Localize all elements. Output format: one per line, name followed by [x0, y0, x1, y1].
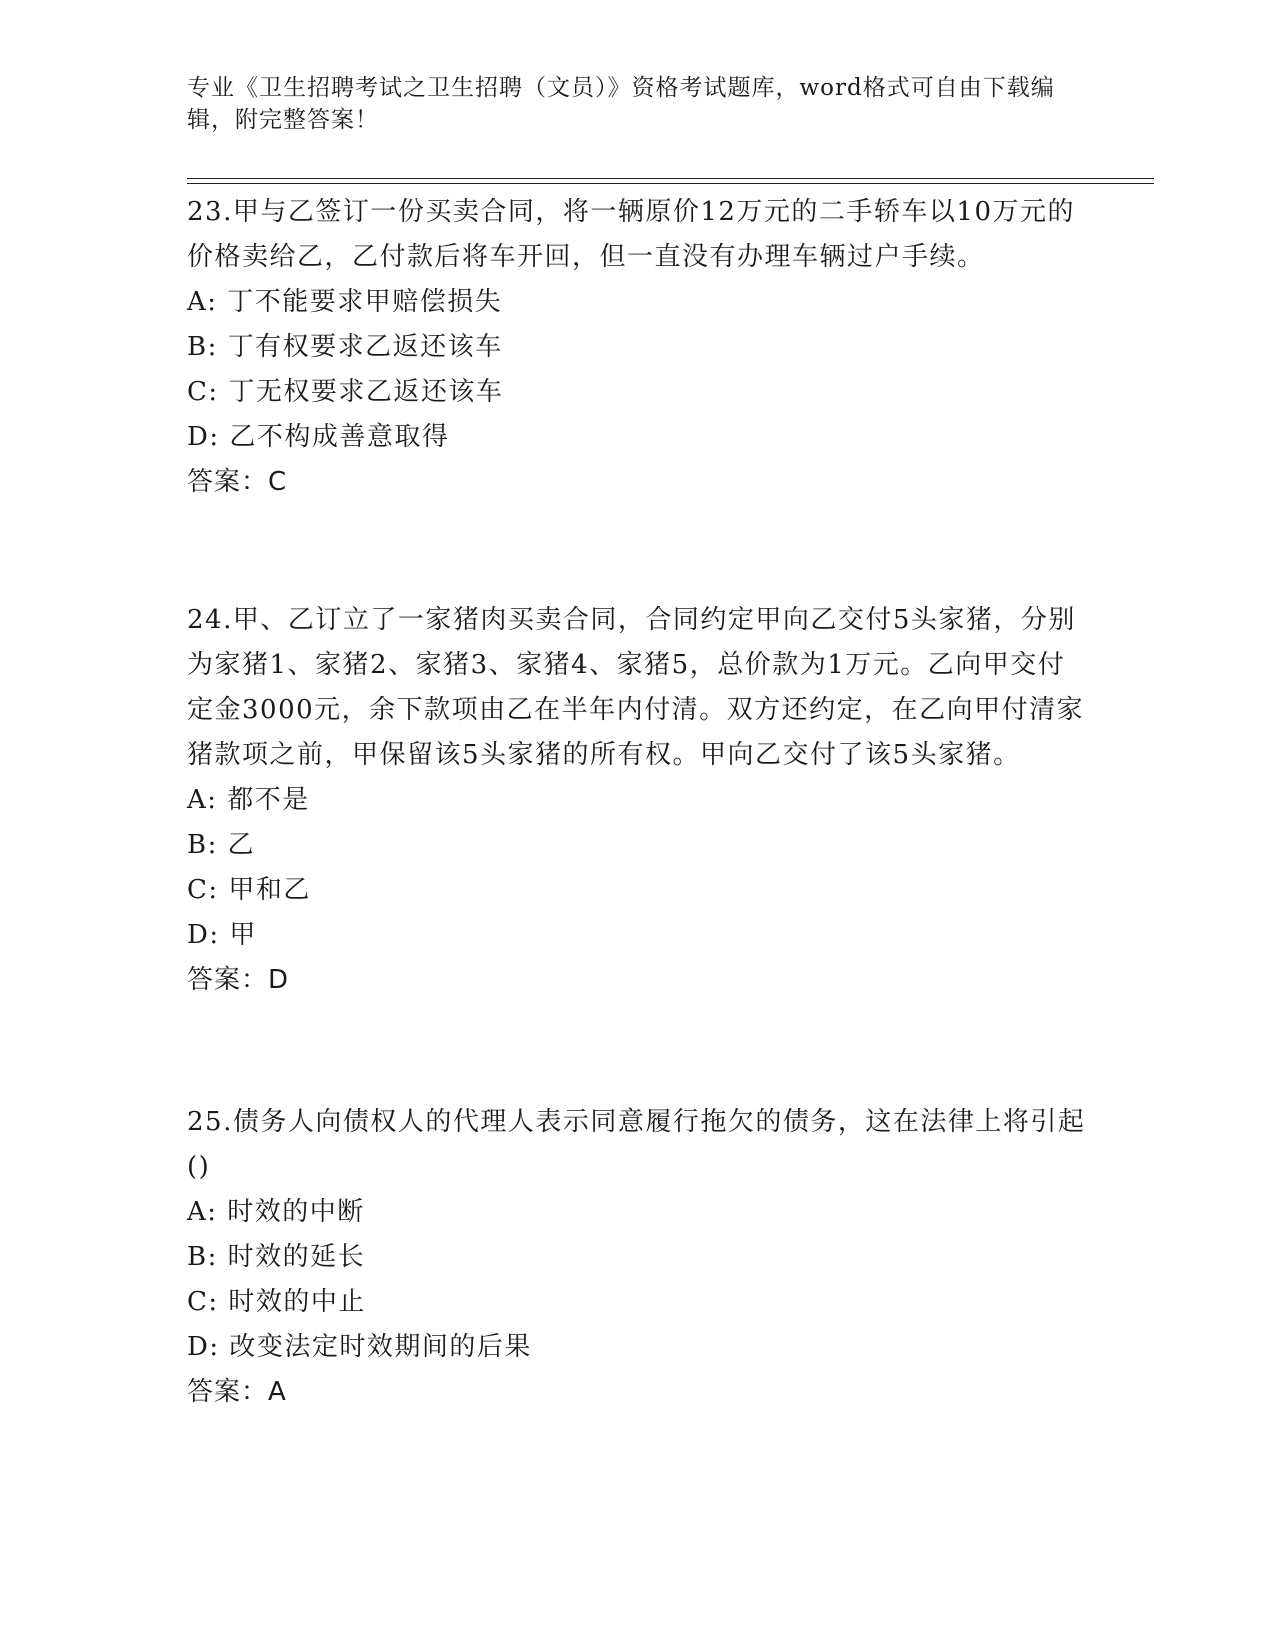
option-c: C: 甲和乙: [187, 875, 311, 905]
option-d: D: 乙不构成善意取得: [187, 422, 450, 452]
question-25: [187, 1100, 1087, 1415]
option-b: B: 乙: [187, 830, 256, 860]
answer: 答案：D: [187, 965, 290, 995]
answer: 答案：C: [187, 467, 288, 497]
option-a: A: 丁不能要求甲赔偿损失: [187, 287, 503, 317]
question-24: [187, 598, 1087, 1003]
question-stem: 23.甲与乙签订一份买卖合同，将一辆原价12万元的二手轿车以10万元的价格卖给乙，乙付款后将车开回，但一直没有办理车辆过户手续。: [187, 197, 1076, 272]
option-c: C: 时效的中止: [187, 1287, 366, 1317]
question-23: [187, 190, 1087, 505]
option-c: C: 丁无权要求乙返还该车: [187, 377, 504, 407]
option-b: B: 丁有权要求乙返还该车: [187, 332, 503, 362]
option-d: D: 改变法定时效期间的后果: [187, 1332, 532, 1362]
header-divider-bottom: [187, 183, 1154, 184]
header-divider-top: [187, 178, 1154, 179]
document-header: 专业《卫生招聘考试之卫生招聘（文员）》资格考试题库，word格式可自由下载编辑，附完整答案！: [187, 75, 1055, 133]
question-stem: 24.甲、乙订立了一家猪肉买卖合同，合同约定甲向乙交付5头家猪，分别为家猪1、家猪2、家猪3、家猪4、家猪5，总价款为1万元。乙向甲交付定金3000元，余下款项由乙在半年内付清。双方还约定，在乙向甲付清家猪款项之前，甲保留该5头家猪的所有权。甲向乙交付了该5头家猪。: [187, 605, 1085, 770]
option-a: A: 都不是: [187, 785, 310, 815]
option-a: A: 时效的中断: [187, 1197, 365, 1227]
option-d: D: 甲: [187, 920, 257, 950]
question-stem: 25.债务人向债权人的代理人表示同意履行拖欠的债务，这在法律上将引起(): [187, 1107, 1086, 1182]
option-b: B: 时效的延长: [187, 1242, 366, 1272]
answer: 答案：A: [187, 1377, 287, 1407]
